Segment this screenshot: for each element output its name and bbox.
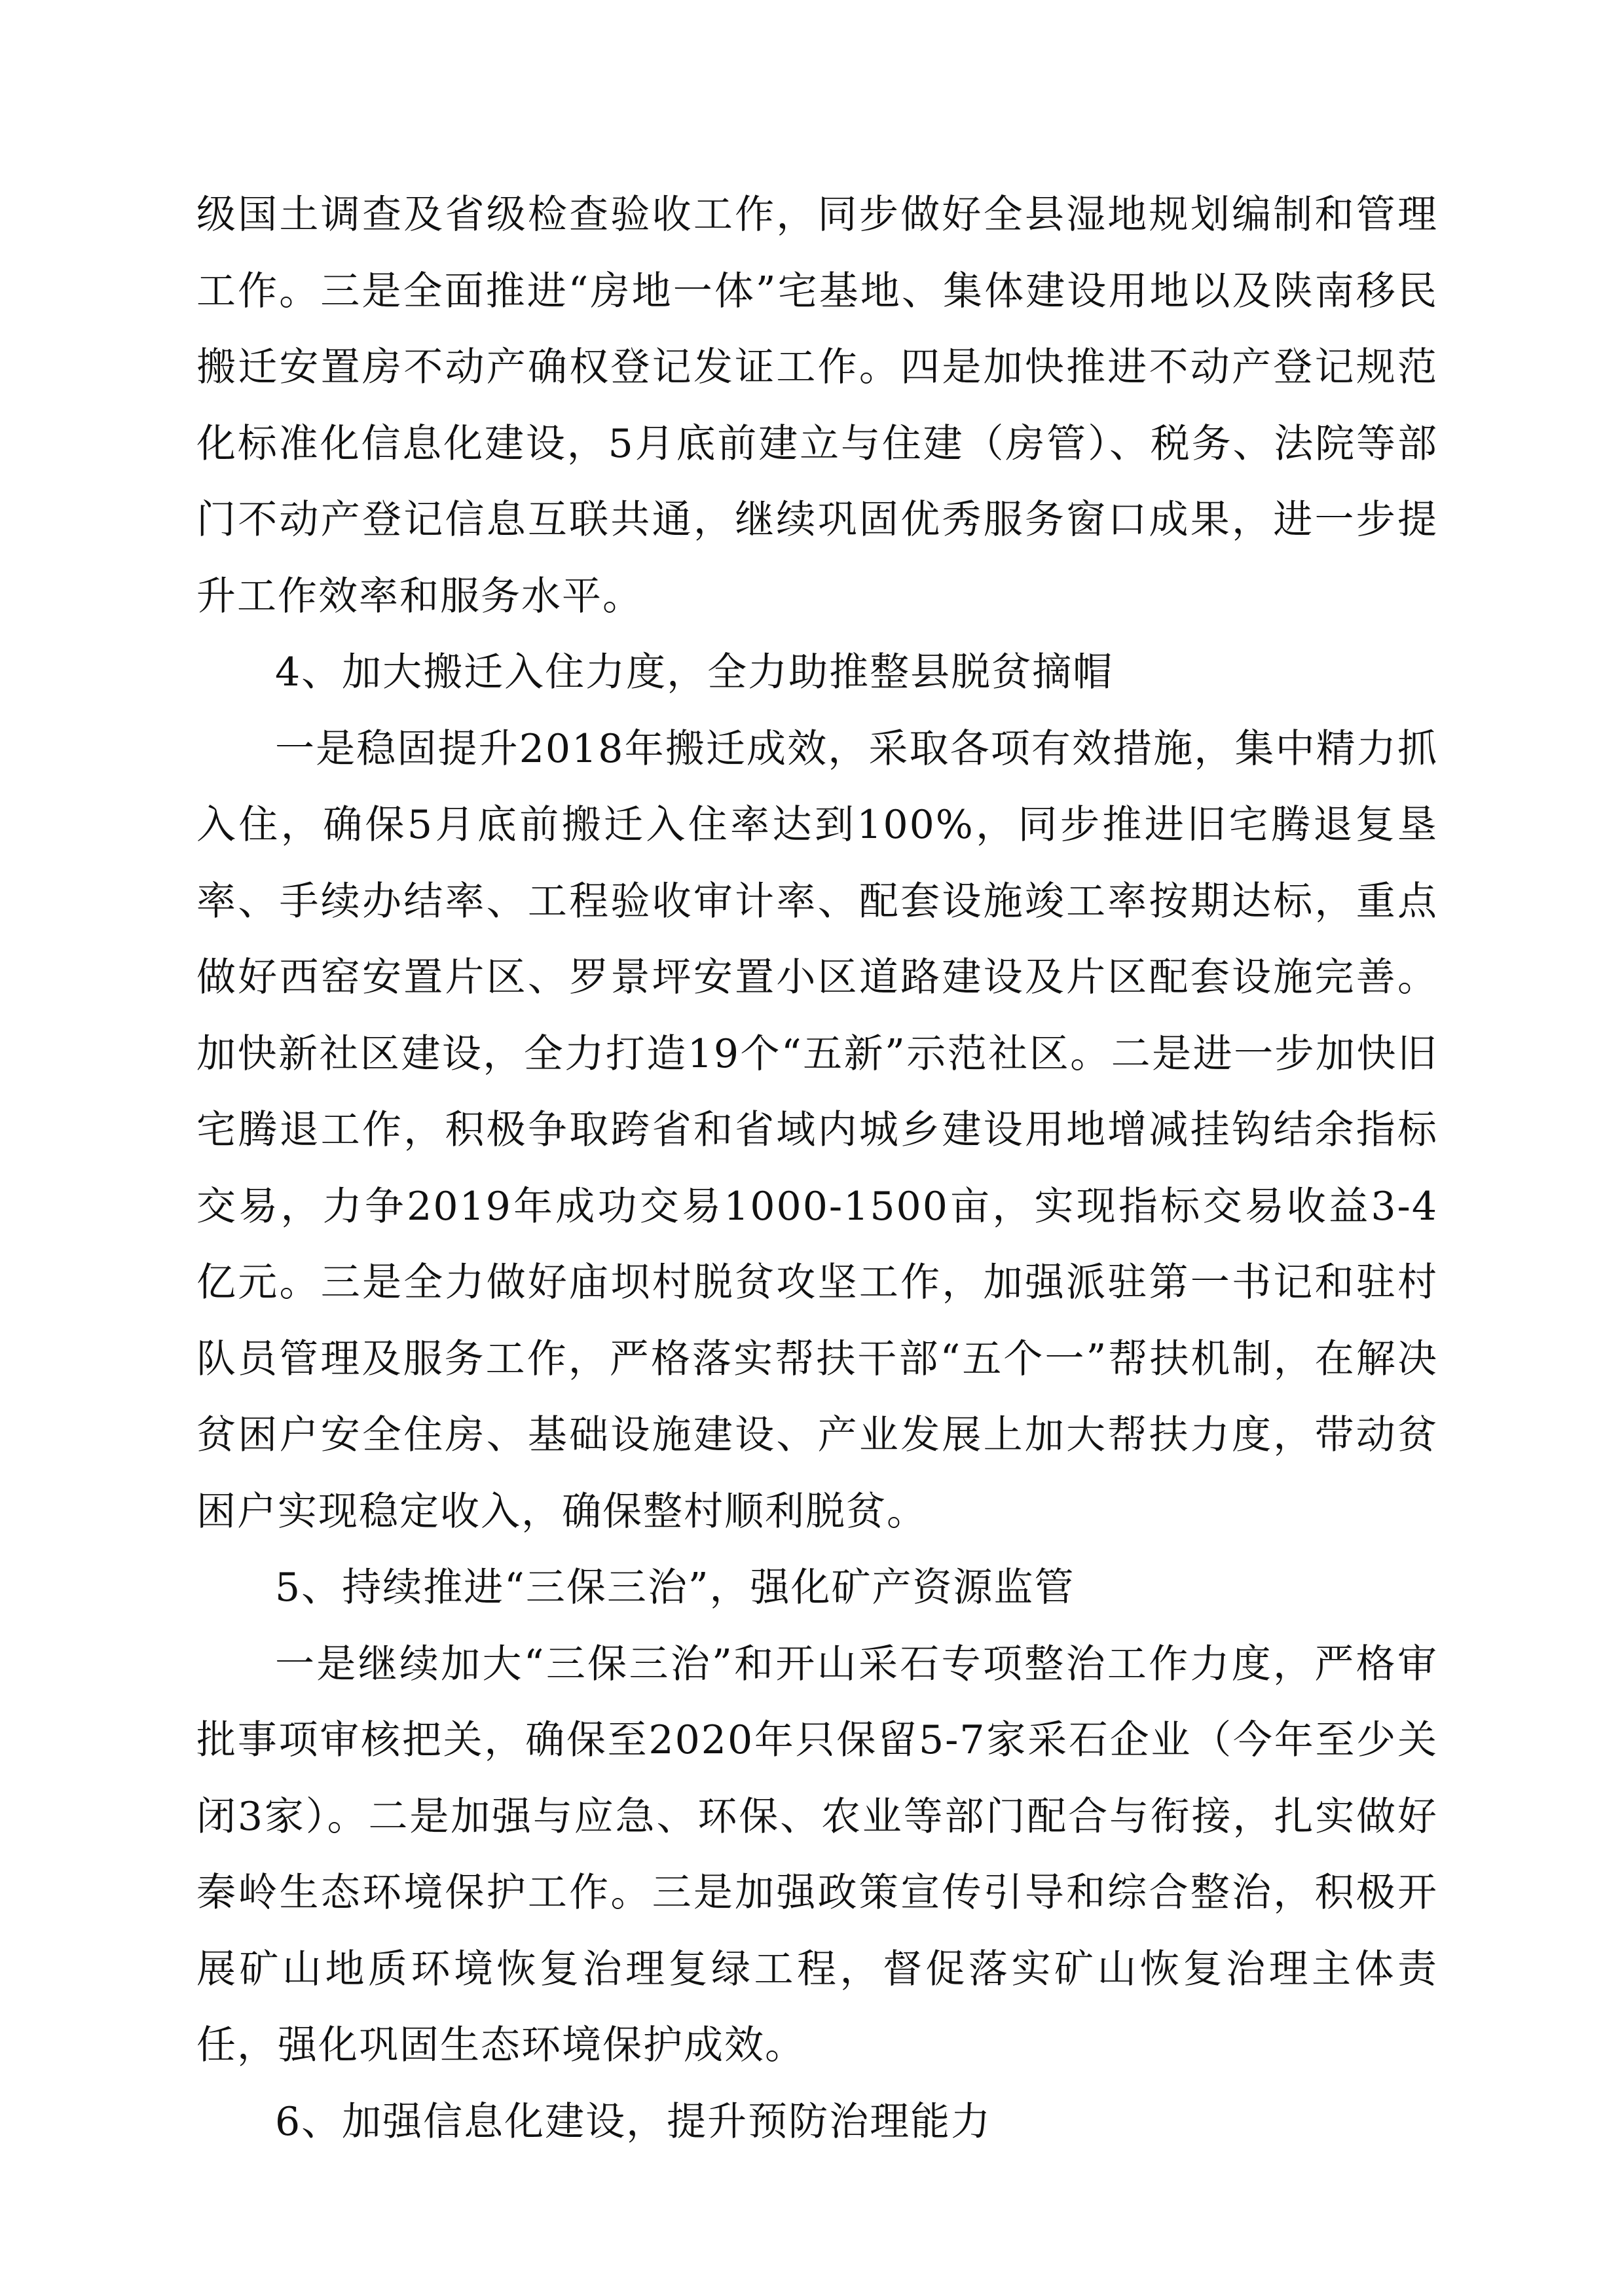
section-heading-4: 4、加大搬迁入住力度，全力助推整县脱贫摘帽 (275, 649, 1114, 695)
paragraph-land-survey-continuation: 级国土调查及省级检查验收工作，同步做好全县湿地规划编制和管理工作。三是全面推进“房地一体”宅基地、集体建设用地以及陕南移民搬迁安置房不动产确权登记发证工作。四是加快推进不动产登记规范化标准化信息化建设，5月底前建立与住建（房管）、税务、法院等部门不动产登记信息互联共通，继续巩固优秀服务窗口成果，进一步提升工作效率和服务水平。 (196, 192, 1438, 619)
section-heading-5: 5、持续推进“三保三治”，强化矿产资源监管 (275, 1565, 1075, 1611)
section-heading-6: 6、加强信息化建设，提升预防治理能力 (275, 2098, 992, 2145)
document-body (196, 177, 1438, 2160)
paragraph-relocation: 一是稳固提升2018年搬迁成效，采取各项有效措施，集中精力抓入住，确保5月底前搬迁入住率达到100%，同步推进旧宅腾退复垦率、手续办结率、工程验收审计率、配套设施竣工率按期达标，重点做好西窑安置片区、罗景坪安置小区道路建设及片区配套设施完善。加快新社区建设，全力打造19个“五新”示范社区。二是进一步加快旧宅腾退工作，积极争取跨省和省域内城乡建设用地增减挂钩结余指标交易，力争2019年成功交易1000-1500亩，实现指标交易收益3-4亿元。三是全力做好庙坝村脱贫攻坚工作，加强派驻第一书记和驻村队员管理及服务工作，严格落实帮扶干部“五个一”帮扶机制，在解决贫困户安全住房、基础设施建设、产业发展上加大帮扶力度，带动贫困户实现稳定收入，确保整村顺利脱贫。 (196, 725, 1438, 1535)
paragraph-mineral-supervision: 一是继续加大“三保三治”和开山采石专项整治工作力度，严格审批事项审核把关，确保至2020年只保留5-7家采石企业（今年至少关闭3家）。二是加强与应急、环保、农业等部门配合与衔接，扎实做好秦岭生态环境保护工作。三是加强政策宣传引导和综合整治，积极开展矿山地质环境恢复治理复绿工程，督促落实矿山恢复治理主体责任，强化巩固生态环境保护成效。 (196, 1641, 1438, 2068)
